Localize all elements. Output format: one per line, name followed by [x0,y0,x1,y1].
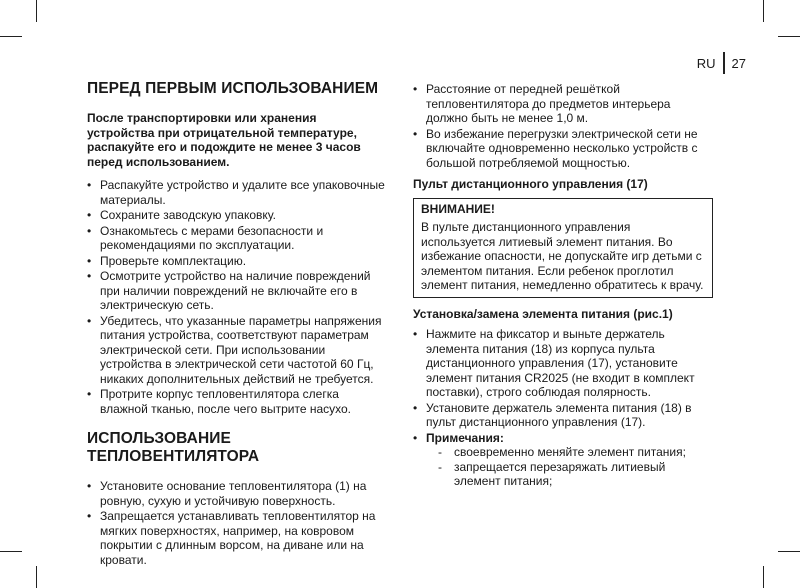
intro-paragraph: После транспортировки или хранения устройства при отрицательной температуре, распакуйте его и подождите не менее 3 часов перед использованием. [87,111,361,169]
section-heading-usage: ИСПОЛЬЗОВАНИЕ ТЕПЛОВЕНТИЛЯТОРА [87,430,260,465]
crop-mark [36,566,37,588]
crop-mark [763,566,764,588]
battery-heading: Установка/замена элемента питания (рис.1) [413,306,673,321]
crop-mark [763,0,764,22]
list-item: • Расстояние от передней решёткой тепловентилятора до предметов интерьера должно быть не менее 1,0 м. [413,82,713,126]
left-column [87,80,387,568]
language-code: RU [696,55,716,71]
usage-list [87,479,387,567]
note-item: - запрещается перезаряжать литиевый элемент питания; [426,460,713,489]
list-item: • Протрите корпус тепловентилятора слегка влажной тканью, после чего вытрите насухо. [87,387,387,416]
list-item: • Установите держатель элемента питания (18) в пульт дистанционного управления (17). [413,401,713,430]
list-item: • Проверьте комплектацию. [87,254,387,269]
before-use-list [87,178,387,416]
list-item: • Во избежание перегрузки электрической сети не включайте одновременно несколько устройств с большой потребляемой мощностью. [413,127,713,171]
list-item: • Установите основание тепловентилятора (1) на ровную, сухую и устойчивую поверхность. [87,479,387,508]
right-column [413,82,713,490]
list-item: • Запрещается устанавливать тепловентилятор на мягких поверхностях, например, на ковровом покрытии с длинным ворсом, на диване или на кровати. [87,509,387,567]
warning-box [413,198,713,298]
notes-label: Примечания: [426,430,504,445]
page-header [697,52,746,74]
list-item: • Распакуйте устройство и удалите все упаковочные материалы. [87,178,387,207]
warning-title: ВНИМАНИЕ! [421,201,495,216]
notes-list [426,445,713,489]
placement-list [413,82,713,170]
crop-mark [778,36,800,37]
list-item: • Убедитесь, что указанные параметры напряжения питания устройства, соответствуют параметрам электрической сети. При использовании устройства в электрической сети частотой 60 Гц, никаких дополнительных действий не требуется. [87,314,387,387]
crop-mark [0,36,22,37]
list-item: • Нажмите на фиксатор и выньте держатель элемента питания (18) из корпуса пульта дистанционного управления (17), установите элемент питания CR2025 (не входит в комплект поставки), строго соблюдая полярность. [413,327,713,400]
note-item: - своевременно меняйте элемент питания; [426,445,713,460]
remote-control-heading: Пульт дистанционного управления (17) [413,177,648,191]
warning-text: В пульте дистанционного управления используется литиевый элемент питания. Во избежание опасности, не допускайте игр детьми с элементом питания. Если ребенок проглотил элемент питания, немедленно обратитесь к врачу. [421,220,704,292]
crop-mark [778,551,800,552]
list-item: • Сохраните заводскую упаковку. [87,208,387,223]
battery-list [413,327,713,489]
list-item: • Ознакомьтесь с мерами безопасности и рекомендациями по эксплуатации. [87,224,387,253]
page-number: 27 [731,55,746,71]
list-item: • Осмотрите устройство на наличие повреждений при наличии повреждений не включайте его в электрическую сеть. [87,269,387,313]
crop-mark [36,0,37,22]
notes-item [413,431,713,489]
section-heading-before-use: ПЕРЕД ПЕРВЫМ ИСПОЛЬЗОВАНИЕМ [87,80,379,97]
crop-mark [0,551,22,552]
